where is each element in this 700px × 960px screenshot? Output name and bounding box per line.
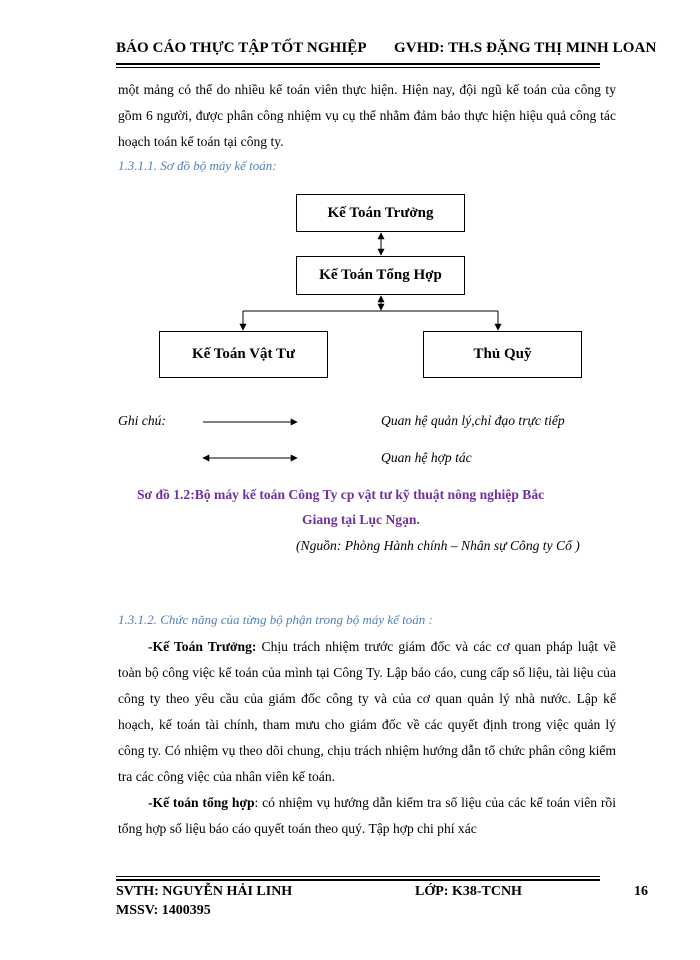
diagram-caption-line1: Sơ đồ 1.2:Bộ máy kế toán Công Ty cp vật tư kỹ thuật nông nghiệp Bắc	[137, 487, 545, 502]
legend-label: Ghi chú:	[118, 413, 166, 428]
legend-two-way-text: Quan hệ hợp tác	[381, 450, 472, 465]
footer-student: SVTH: NGUYỄN HẢI LINH	[116, 884, 293, 899]
chief-accountant-text: Chịu trách nhiệm trước giám đốc và các cơ quan pháp luật về toàn bộ công việc kế toán của mình tại Công Ty. Lập báo cáo, cung cấp số liệu, tài liệu của công ty theo yêu cầu của giám đốc công ty và của cơ quan quản lý nhà nước. Lập kế hoạch, kế toán tài chính, tham mưu cho giám đốc về các quyết định trong việc quản lý công ty. Có nhiệm vụ theo dõi chung, chịu trách nhiệm hướng dẫn tổ chức phân công kiểm tra các công việc của nhân viên kế toán.	[118, 639, 616, 784]
legend-one-way-text: Quan hệ quản lý,chỉ đạo trực tiếp	[381, 413, 565, 428]
general-accountant-paragraph	[118, 790, 616, 842]
box-cashier: Thủ Quỹ	[423, 331, 582, 378]
chief-accountant-paragraph	[118, 634, 616, 790]
footer-student-id: MSSV: 1400395	[116, 903, 211, 918]
chief-accountant-label: -Kế Toán Trưởng:	[148, 639, 257, 654]
section-title-diagram: 1.3.1.1. Sơ đồ bộ máy kế toán:	[118, 158, 277, 173]
footer-class: LỚP: K38-TCNH	[415, 884, 522, 899]
diagram-source: (Nguồn: Phòng Hành chính – Nhân sự Công ty Cổ )	[296, 538, 580, 553]
box-chief-accountant: Kế Toán Trưởng	[296, 194, 465, 232]
general-accountant-text: : có nhiệm vụ hướng dẫn kiểm tra số liệu của các kế toán viên rồi tổng hợp số liệu báo cáo quyết toán theo quý. Tập hợp chi phí xác	[118, 795, 616, 836]
footer-rule-thick	[116, 879, 600, 881]
header-advisor: GVHD: TH.S ĐẶNG THỊ MINH LOAN	[394, 40, 657, 56]
section-title-functions: 1.3.1.2. Chức năng của từng bộ phận trong bộ máy kế toán :	[118, 612, 433, 627]
box-materials-accountant: Kế Toán Vật Tư	[159, 331, 328, 378]
diagram-caption-line2: Giang tại Lục Ngạn.	[302, 512, 420, 527]
footer-rule-thin	[116, 876, 600, 877]
header-title-left: BÁO CÁO THỰC TẬP TỐT NGHIỆP	[116, 40, 367, 56]
page-number: 16	[634, 884, 648, 899]
intro-paragraph: một mảng có thể do nhiều kế toán viên thực hiện. Hiện nay, đội ngũ kế toán của công ty gồm 6 người, được phân công nhiệm vụ cụ thể nhằm đảm bảo thực hiện hiệu quả công tác hoạch toán kế toán tại công ty.	[118, 82, 616, 149]
box-general-accountant: Kế Toán Tổng Hợp	[296, 256, 465, 295]
general-accountant-label: -Kế toán tổng hợp	[148, 795, 255, 810]
